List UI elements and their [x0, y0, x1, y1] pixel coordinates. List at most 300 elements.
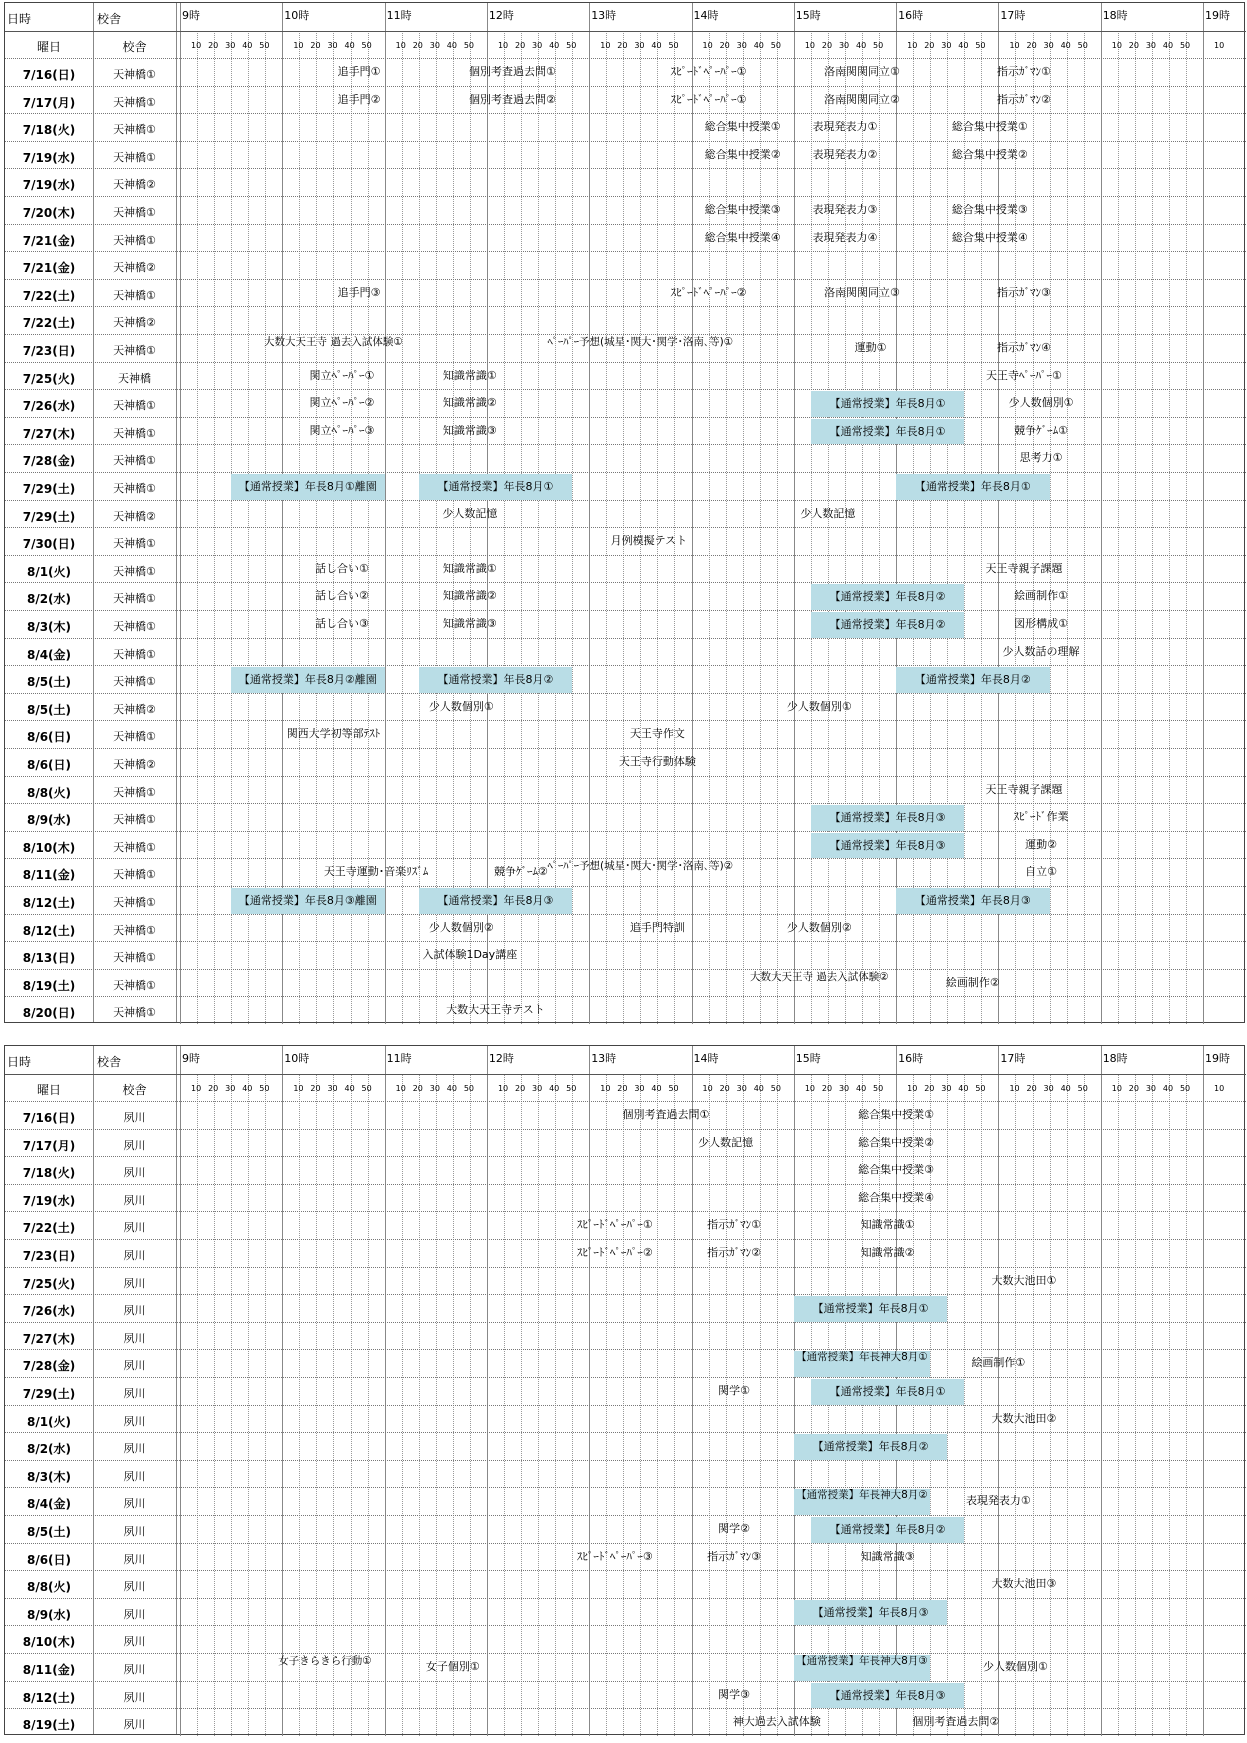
header-campus-label: 校舎 — [97, 1055, 122, 1069]
event-label[interactable]: 総合集中授業④ — [704, 231, 781, 244]
row-date: 7/17(月) — [22, 1138, 76, 1153]
hour-label: 10時 — [284, 9, 310, 22]
header-campus-sublabel: 校舎 — [122, 40, 147, 54]
row-date: 7/21(金) — [22, 261, 76, 276]
event-label[interactable]: 知識常識③ — [860, 1550, 915, 1563]
event-label[interactable]: 総合集中授業④ — [858, 1191, 935, 1204]
minute-label: 30 — [1145, 1084, 1157, 1093]
schedule-row — [5, 1432, 1246, 1461]
event-label[interactable]: 関学② — [718, 1523, 751, 1535]
schedule-row — [5, 582, 1246, 611]
event-label[interactable]: 少人数個別② — [786, 921, 852, 934]
event-label[interactable]: 知識常識② — [442, 397, 497, 410]
schedule-row — [5, 279, 1246, 308]
event-label[interactable]: 神大過去入試体験 — [732, 1716, 821, 1729]
row-date: 8/5(土) — [26, 675, 72, 690]
row-date: 7/25(火) — [22, 1276, 76, 1291]
row-campus: 天神橋② — [113, 178, 156, 192]
schedule-row — [5, 1681, 1246, 1710]
event-label[interactable]: 個別考査過去問② — [469, 93, 556, 106]
event-label[interactable]: 表現発表力③ — [812, 204, 878, 216]
hour-label: 19時 — [1205, 9, 1230, 22]
minute-label: 20 — [310, 1084, 321, 1093]
row-campus: 天神橋① — [113, 978, 156, 992]
class-session-block[interactable]: 【通常授業】年長8月③ — [811, 805, 964, 831]
schedule-row — [5, 1708, 1246, 1737]
row-campus: 天神橋② — [113, 316, 156, 330]
event-label[interactable]: 洛南関関同立② — [824, 93, 900, 106]
event-label[interactable]: 指示ｶﾞﾏﾝ① — [997, 66, 1051, 78]
minute-label: 50 — [259, 41, 270, 50]
row-campus: 天神橋① — [113, 592, 156, 606]
class-session-block[interactable]: 【通常授業】年長8月① — [811, 391, 964, 417]
event-label[interactable]: 総合集中授業③ — [951, 204, 1028, 216]
hour-label: 10時 — [284, 1052, 310, 1065]
minute-label: 30 — [1043, 41, 1054, 50]
event-label[interactable]: 指示ｶﾞﾏﾝ② — [707, 1247, 762, 1259]
event-label[interactable]: 女子個別① — [425, 1661, 480, 1673]
row-date: 7/30(日) — [22, 537, 76, 552]
minute-label: 10 — [1214, 1084, 1225, 1093]
hour-label: 17時 — [1000, 1052, 1026, 1065]
event-label[interactable]: 少人数個別② — [428, 921, 494, 934]
minute-label: 20 — [208, 1084, 219, 1093]
minute-label: 10 — [907, 41, 918, 50]
hour-label: 9時 — [182, 1052, 200, 1065]
class-session-block[interactable]: 【通常授業】年長8月①離園 — [231, 474, 384, 500]
minute-label: 10 — [395, 41, 406, 50]
event-label[interactable]: 知識常識③ — [442, 424, 497, 437]
minute-label: 50 — [668, 1084, 679, 1093]
schedule-row — [5, 858, 1246, 887]
minute-label: 40 — [446, 1084, 457, 1093]
row-date: 7/20(木) — [22, 206, 76, 220]
minute-label: 50 — [1179, 41, 1191, 50]
class-session-block[interactable]: 【通常授業】年長8月③ — [896, 888, 1049, 914]
event-label[interactable]: ｽﾋﾟｰﾄﾞﾍﾟｰﾊﾟｰ① — [670, 93, 747, 106]
minute-label: 40 — [1162, 41, 1174, 50]
row-campus: 夙川 — [123, 1276, 146, 1290]
row-campus: 夙川 — [123, 1221, 146, 1235]
minute-label: 10 — [702, 41, 713, 50]
minute-label: 40 — [242, 41, 253, 50]
class-session-block[interactable]: 【通常授業】年長8月③ — [419, 888, 572, 914]
row-campus: 夙川 — [123, 1166, 146, 1180]
event-label[interactable]: 競争ｹﾞｰﾑ① — [1014, 424, 1068, 437]
schedule-row — [5, 251, 1246, 280]
event-label[interactable]: 表現発表力④ — [812, 231, 878, 244]
schedule-row — [5, 86, 1246, 115]
minute-label: 10 — [1214, 41, 1225, 50]
event-label[interactable]: 天王寺運動･音楽ﾘｽﾞﾑ — [323, 866, 429, 879]
class-session-block[interactable]: 【通常授業】年長8月① — [811, 1379, 964, 1405]
row-campus: 夙川 — [123, 1359, 146, 1373]
row-campus: 天神橋① — [113, 344, 156, 357]
class-session-block[interactable]: 【通常授業】年長8月① — [419, 474, 572, 500]
row-campus: 天神橋① — [113, 288, 156, 302]
schedule-row — [5, 500, 1246, 529]
hour-label: 18時 — [1102, 9, 1128, 22]
minute-label: 10 — [600, 1084, 611, 1093]
minute-label: 50 — [668, 41, 679, 50]
row-date: 7/29(土) — [22, 482, 76, 496]
event-label[interactable]: 大数大天王寺 過去入試体験① — [264, 336, 403, 348]
event-label[interactable]: 総合集中授業③ — [858, 1164, 935, 1177]
minute-label: 50 — [770, 41, 781, 50]
class-session-block[interactable]: 【通常授業】年長8月② — [811, 584, 964, 610]
schedule-row — [5, 638, 1246, 667]
event-label[interactable]: 個別考査過去問① — [469, 66, 556, 78]
row-date: 7/18(火) — [22, 1166, 76, 1181]
schedule-row — [5, 1515, 1246, 1544]
minute-label: 30 — [532, 41, 543, 50]
event-label[interactable]: 女子きらきら行動① — [278, 1655, 372, 1667]
event-label[interactable]: 絵画制作① — [971, 1357, 1026, 1370]
schedule-row — [5, 472, 1246, 501]
minute-label: 20 — [412, 41, 423, 50]
minute-label: 40 — [958, 1084, 969, 1093]
header-row-hours — [5, 3, 1246, 31]
row-date: 7/18(火) — [22, 123, 76, 138]
minute-label: 30 — [736, 1084, 747, 1093]
event-label[interactable]: 運動② — [1025, 838, 1057, 851]
class-session-block[interactable]: 【通常授業】年長8月① — [794, 1296, 947, 1322]
event-label[interactable]: 自立① — [1025, 866, 1057, 879]
minute-label: 30 — [838, 41, 850, 50]
schedule-row — [5, 113, 1246, 142]
minute-label: 10 — [191, 1084, 202, 1093]
event-label[interactable]: 総合集中授業① — [704, 121, 781, 134]
header-row-minutes — [5, 1074, 1246, 1102]
event-label[interactable]: 関学③ — [718, 1688, 751, 1701]
event-label[interactable]: 話し合い② — [315, 590, 369, 603]
class-session-block[interactable]: 【通常授業】年長神大8月③ — [794, 1655, 930, 1681]
event-label[interactable]: 知識常識② — [860, 1247, 915, 1259]
schedule-row — [5, 1598, 1246, 1627]
header-weekday-label: 曜日 — [36, 1083, 61, 1097]
minute-label: 10 — [191, 41, 202, 50]
event-label[interactable]: 関立ﾍﾟｰﾊﾟｰ① — [309, 369, 375, 382]
class-session-block[interactable]: 【通常授業】年長8月① — [896, 474, 1049, 500]
minute-label: 40 — [344, 41, 355, 50]
hour-label: 13時 — [591, 9, 617, 22]
row-date: 7/29(土) — [22, 1387, 76, 1401]
row-date: 7/19(水) — [22, 150, 76, 165]
schedule-row — [5, 527, 1246, 556]
event-label[interactable]: 総合集中授業① — [951, 121, 1028, 134]
row-campus: 天神橋① — [113, 620, 156, 633]
event-label[interactable]: ｽﾋﾟｰﾄﾞﾍﾟｰﾊﾟｰ② — [670, 286, 747, 299]
event-label[interactable]: 指示ｶﾞﾏﾝ③ — [707, 1550, 762, 1563]
event-label[interactable]: 指示ｶﾞﾏﾝ② — [997, 93, 1051, 106]
row-date: 7/23(日) — [22, 1249, 76, 1263]
event-label[interactable]: 天王寺行動体験 — [618, 756, 696, 768]
minute-label: 40 — [651, 41, 662, 50]
event-label[interactable]: 入試体験1Day講座 — [422, 949, 518, 962]
event-label[interactable]: 少人数個別① — [786, 700, 852, 713]
event-label[interactable]: 総合集中授業② — [858, 1136, 935, 1149]
event-label[interactable]: 指示ｶﾞﾏﾝ③ — [997, 286, 1051, 299]
row-campus: 天神橋① — [113, 426, 156, 440]
event-label[interactable]: 洛南関関同立③ — [824, 286, 900, 299]
minute-label: 30 — [1145, 41, 1157, 50]
schedule-row — [5, 224, 1246, 253]
minute-label: 50 — [1179, 1084, 1191, 1093]
event-label[interactable]: 知識常識③ — [442, 618, 497, 630]
class-session-block[interactable]: 【通常授業】年長8月③ — [794, 1600, 947, 1626]
minute-label: 30 — [327, 41, 338, 50]
row-campus: 天神橋② — [113, 758, 156, 771]
row-campus: 夙川 — [123, 1414, 146, 1428]
minute-label: 20 — [515, 41, 526, 50]
minute-label: 20 — [412, 1084, 423, 1093]
event-label[interactable]: 追手門② — [337, 93, 381, 106]
event-label[interactable]: 月例模擬テスト — [610, 535, 688, 548]
event-label[interactable]: 少人数個別① — [983, 1661, 1048, 1673]
schedule-row — [5, 1460, 1246, 1489]
minute-label: 50 — [975, 41, 986, 50]
row-date: 7/28(金) — [22, 454, 76, 469]
event-label[interactable]: 追手門特訓 — [629, 921, 685, 934]
schedule-row — [5, 693, 1246, 722]
event-label[interactable]: 関学① — [718, 1385, 751, 1397]
class-session-block[interactable]: 【通常授業】年長8月② — [811, 612, 964, 638]
row-date: 8/13(日) — [22, 951, 76, 966]
event-label[interactable]: 追手門③ — [337, 286, 381, 299]
row-date: 7/29(土) — [22, 509, 76, 524]
row-date: 7/22(土) — [22, 288, 76, 303]
row-campus: 夙川 — [123, 1690, 146, 1704]
schedule-row — [5, 555, 1246, 584]
event-label[interactable]: 大数大天王寺 過去入試体験② — [749, 970, 889, 983]
event-label[interactable]: 天王寺親子課題 — [985, 783, 1063, 796]
class-session-block[interactable]: 【通常授業】年長神大8月② — [794, 1489, 930, 1515]
row-date: 8/20(日) — [22, 1006, 76, 1021]
event-label[interactable]: 総合集中授業② — [951, 148, 1028, 161]
event-label[interactable]: 知識常識① — [860, 1219, 915, 1232]
class-session-block[interactable]: 【通常授業】年長8月② — [896, 667, 1049, 693]
minute-label: 20 — [310, 41, 321, 50]
row-date: 8/11(金) — [22, 868, 76, 883]
header-date-label: 日時 — [7, 1055, 32, 1069]
event-label[interactable]: 天王寺作文 — [629, 728, 685, 741]
event-label[interactable]: 総合集中授業② — [704, 148, 781, 161]
schedule-row — [5, 1101, 1246, 1130]
minute-label: 20 — [1026, 1084, 1037, 1093]
minute-label: 10 — [497, 1084, 509, 1093]
event-label[interactable]: 総合集中授業① — [858, 1109, 935, 1121]
minute-label: 20 — [924, 1084, 935, 1093]
class-session-block[interactable]: 【通常授業】年長8月② — [419, 667, 572, 693]
row-date: 8/1(火) — [26, 1414, 72, 1429]
schedule-row — [5, 914, 1246, 943]
event-label[interactable]: 総合集中授業③ — [704, 204, 781, 216]
schedule-row — [5, 1653, 1246, 1682]
minute-label: 40 — [1060, 1084, 1071, 1093]
event-label[interactable]: 知識常識① — [442, 562, 497, 575]
schedule-table — [4, 1045, 1245, 1735]
minute-label: 10 — [1009, 41, 1020, 50]
event-label[interactable]: 絵画制作② — [945, 976, 1000, 989]
schedule-row — [5, 1625, 1246, 1654]
row-campus: 夙川 — [123, 1552, 146, 1566]
event-label[interactable]: 少人数個別① — [1008, 397, 1074, 410]
row-campus: 天神橋① — [113, 68, 156, 81]
minute-label: 10 — [804, 1084, 816, 1093]
row-campus: 夙川 — [123, 1607, 146, 1621]
event-label[interactable]: 知識常識① — [442, 369, 497, 382]
row-date: 8/10(木) — [22, 1635, 76, 1650]
schedule-row — [5, 1405, 1246, 1434]
row-campus: 天神橋① — [113, 1006, 156, 1020]
class-session-block[interactable]: 【通常授業】年長8月② — [794, 1434, 947, 1460]
row-date: 8/6(日) — [26, 1552, 72, 1567]
row-campus: 天神橋① — [113, 868, 156, 882]
minute-label: 10 — [293, 1084, 304, 1093]
minute-label: 40 — [1060, 41, 1071, 50]
hour-label: 16時 — [898, 9, 924, 22]
schedule-row — [5, 831, 1246, 860]
event-label[interactable]: 話し合い① — [315, 562, 369, 575]
event-label[interactable]: 大数大池田① — [991, 1274, 1057, 1287]
minute-label: 10 — [293, 41, 304, 50]
row-date: 8/6(日) — [26, 730, 72, 745]
header-campus-sublabel: 校舎 — [122, 1083, 147, 1097]
row-campus: 天神橋① — [113, 896, 156, 909]
class-session-block[interactable]: 【通常授業】年長8月③ — [811, 1683, 964, 1709]
minute-label: 50 — [566, 41, 577, 50]
row-campus: 天神橋① — [113, 206, 156, 219]
event-label[interactable]: 指示ｶﾞﾏﾝ④ — [997, 342, 1051, 354]
event-label[interactable]: 大数大池田② — [991, 1412, 1057, 1425]
minute-label: 50 — [873, 1084, 884, 1093]
event-label[interactable]: 天王寺ﾍﾟｰﾊﾟｰ① — [986, 369, 1062, 382]
event-label[interactable]: 個別考査過去問① — [622, 1109, 710, 1121]
minute-label: 10 — [1009, 1084, 1020, 1093]
minute-label: 10 — [907, 1084, 918, 1093]
event-label[interactable]: 追手門① — [337, 66, 381, 78]
class-session-block[interactable]: 【通常授業】年長8月②離園 — [231, 667, 384, 693]
class-session-block[interactable]: 【通常授業】年長8月① — [811, 419, 964, 445]
event-label[interactable]: ｽﾋﾟｰﾄﾞﾍﾟｰﾊﾟｰ② — [576, 1247, 653, 1259]
row-date: 8/12(土) — [22, 896, 76, 910]
event-label[interactable]: 洛南関関同立① — [824, 66, 900, 78]
minute-label: 30 — [225, 1084, 236, 1093]
row-date: 7/26(水) — [22, 1304, 76, 1319]
class-session-block[interactable]: 【通常授業】年長8月③ — [811, 833, 964, 859]
row-date: 8/3(木) — [26, 620, 72, 634]
event-label[interactable]: 競争ｹﾞｰﾑ② — [494, 866, 548, 879]
row-date: 8/8(火) — [26, 1580, 72, 1595]
event-label[interactable]: 少人数記憶 — [442, 507, 498, 520]
event-label[interactable]: 指示ｶﾞﾏﾝ① — [707, 1219, 762, 1232]
class-session-block[interactable]: 【通常授業】年長8月② — [811, 1517, 964, 1543]
row-campus: 天神橋① — [113, 123, 156, 137]
event-label[interactable]: 関立ﾍﾟｰﾊﾟｰ③ — [309, 424, 375, 437]
event-label[interactable]: 少人数個別① — [428, 700, 494, 713]
row-date: 8/19(土) — [22, 978, 76, 993]
header-row-minutes — [5, 31, 1246, 59]
minute-label: 30 — [941, 41, 952, 50]
minute-label: 20 — [515, 1084, 526, 1093]
event-label[interactable]: 関立ﾍﾟｰﾊﾟｰ② — [309, 397, 375, 410]
event-label[interactable]: 運動① — [854, 342, 887, 354]
minute-label: 50 — [463, 1084, 475, 1093]
event-label[interactable]: ｽﾋﾟｰﾄﾞ作業 — [1013, 811, 1069, 824]
class-session-block[interactable]: 【通常授業】年長神大8月① — [794, 1351, 930, 1377]
event-label[interactable]: 少人数記憶 — [698, 1136, 754, 1149]
event-label[interactable]: 関西大学初等部ﾃｽﾄ — [286, 728, 381, 741]
event-label[interactable]: ﾍﾟｰﾊﾟｰ予想(城星･関大･関学･洛南､等)② — [547, 860, 734, 873]
row-campus: 天神橋① — [113, 813, 156, 827]
row-date: 8/8(火) — [26, 785, 72, 800]
row-date: 7/27(木) — [22, 426, 76, 441]
header-weekday-label: 曜日 — [36, 40, 61, 54]
row-campus: 天神橋① — [113, 150, 156, 164]
row-date: 8/1(火) — [26, 564, 72, 579]
event-label[interactable]: 少人数記憶 — [800, 507, 856, 520]
row-date: 8/5(土) — [26, 702, 72, 717]
event-label[interactable]: 知識常識② — [442, 590, 497, 603]
event-label[interactable]: ｽﾋﾟｰﾄﾞﾍﾟｰﾊﾟｰ① — [576, 1219, 653, 1232]
minute-label: 20 — [719, 41, 730, 50]
event-label[interactable]: 大数大池田③ — [991, 1578, 1057, 1591]
row-date: 8/6(日) — [26, 758, 72, 772]
row-date: 8/10(木) — [22, 840, 76, 855]
row-campus: 天神橋 — [118, 371, 151, 385]
minute-label: 30 — [429, 41, 440, 50]
event-label[interactable]: ｽﾋﾟｰﾄﾞﾍﾟｰﾊﾟｰ① — [670, 66, 747, 78]
schedule-row — [5, 1543, 1246, 1572]
minute-label: 10 — [1111, 1084, 1122, 1093]
event-label[interactable]: 絵画制作① — [1014, 590, 1068, 603]
row-campus: 夙川 — [123, 1525, 146, 1538]
event-label[interactable]: 個別考査過去問② — [912, 1716, 1000, 1729]
row-campus: 天神橋② — [113, 702, 156, 716]
event-label[interactable]: 話し合い③ — [315, 618, 369, 630]
minute-label: 20 — [617, 41, 628, 50]
minute-label: 40 — [753, 1084, 764, 1093]
event-label[interactable]: ｽﾋﾟｰﾄﾞﾍﾟｰﾊﾟｰ③ — [576, 1550, 653, 1563]
event-label[interactable]: 少人数話の理解 — [1002, 645, 1080, 658]
event-label[interactable]: 表現発表力① — [812, 121, 878, 134]
schedule-row — [5, 417, 1246, 446]
row-campus: 天神橋① — [113, 233, 156, 247]
class-session-block[interactable]: 【通常授業】年長8月③離園 — [231, 888, 384, 914]
row-date: 8/19(土) — [22, 1718, 76, 1733]
event-label[interactable]: 天王寺親子課題 — [985, 562, 1063, 575]
row-campus: 天神橋② — [113, 261, 156, 275]
event-label[interactable]: 大数大天王寺テスト — [446, 1004, 545, 1017]
event-label[interactable]: ﾍﾟｰﾊﾟｰ予想(城星･関大･関学･洛南､等)① — [547, 336, 734, 348]
event-label[interactable]: 表現発表力① — [965, 1495, 1031, 1508]
header-campus-label: 校舎 — [97, 12, 122, 26]
row-campus: 夙川 — [123, 1387, 146, 1400]
header-row-hours — [5, 1046, 1246, 1074]
hour-label: 11時 — [386, 9, 412, 22]
schedule-row — [5, 886, 1246, 915]
row-date: 7/22(土) — [22, 1221, 76, 1236]
hour-label: 13時 — [591, 1052, 617, 1065]
minute-label: 50 — [566, 1084, 577, 1093]
event-label[interactable]: 図形構成① — [1014, 618, 1068, 630]
event-label[interactable]: 表現発表力② — [812, 148, 878, 161]
row-date: 7/22(土) — [22, 316, 76, 331]
event-label[interactable]: 総合集中授業④ — [951, 231, 1028, 244]
event-label[interactable]: 思考力① — [1019, 452, 1063, 465]
row-campus: 夙川 — [123, 1497, 146, 1511]
row-date: 7/27(木) — [22, 1331, 76, 1346]
